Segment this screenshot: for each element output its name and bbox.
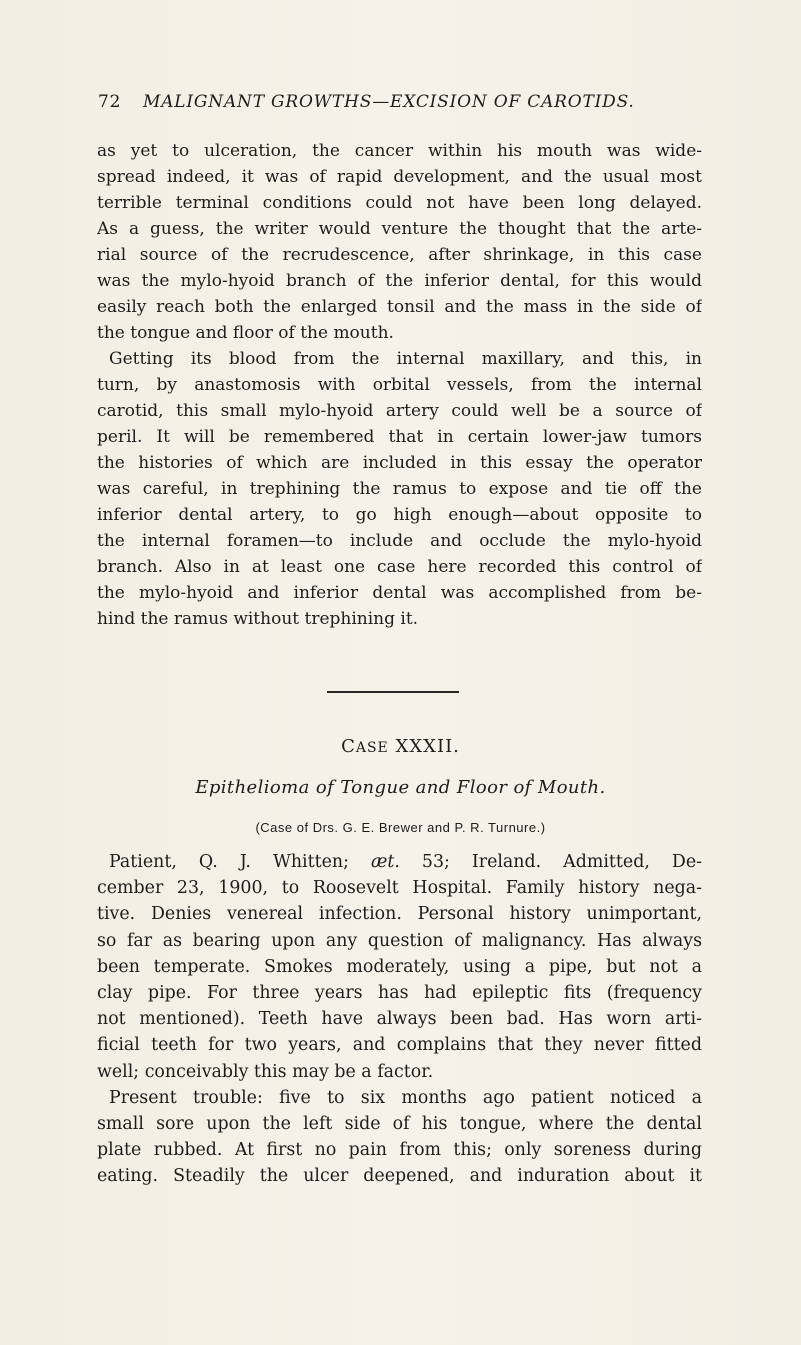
text-line: eating. Steadily the ulcer deepened, and induration about it [97, 1166, 702, 1187]
text-line: been temperate. Smokes moderately, using a pipe, but not a [97, 956, 702, 977]
text-line: the tongue and floor of the mouth. [97, 323, 394, 343]
body-text-section-2 [97, 849, 702, 1189]
case-subtitle: Epithelioma of Tongue and Floor of Mouth. [195, 777, 606, 798]
text-line: Getting its blood from the internal maxillary, and this, in [109, 349, 702, 369]
text-line: spread indeed, it was of rapid development, and the usual most [97, 167, 702, 187]
text-line: terrible terminal conditions could not have been long delayed. [97, 193, 702, 213]
text-line: well; conceivably this may be a factor. [97, 1061, 434, 1082]
text-line: the internal foramen—to include and occlude the mylo-hyoid [97, 531, 702, 551]
text-line: was the mylo-hyoid branch of the inferior dental, for this would [97, 271, 702, 291]
text-line: rial source of the recrudescence, after shrinkage, in this case [97, 245, 702, 265]
text-line: cember 23, 1900, to Roosevelt Hospital. Family history nega- [97, 878, 702, 899]
section-divider [327, 691, 459, 693]
text-line: ficial teeth for two years, and complains that they never fitted [97, 1035, 702, 1056]
text-line: tive. Denies venereal infection. Personal history unimportant, [97, 904, 702, 925]
case-heading-smallcaps: ASE [355, 740, 389, 756]
body-text-section-1 [97, 138, 702, 632]
text-line: peril. It will be remembered that in certain lower-jaw tumors [97, 427, 702, 447]
text-line [97, 849, 702, 875]
text-line: As a guess, the writer would venture the thought that the arte- [97, 219, 702, 239]
case-heading [0, 736, 801, 757]
text-line: clay pipe. For three years has had epileptic fits (frequency [97, 982, 702, 1003]
case-heading-number: XXXII. [395, 736, 460, 757]
text-line: easily reach both the enlarged tonsil and the mass in the side of [97, 297, 702, 317]
text-line: Present trouble: five to six months ago patient noticed a [109, 1087, 702, 1108]
text-line: small sore upon the left side of his tongue, where the dental [97, 1113, 702, 1134]
running-title: MALIGNANT GROWTHS—EXCISION OF CAROTIDS. [143, 92, 635, 112]
text-line: hind the ramus without trephining it. [97, 609, 419, 629]
text-line: as yet to ulceration, the cancer within his mouth was wide- [97, 141, 702, 161]
text-segment: 53; Ireland. Admitted, De- [399, 852, 702, 872]
text-line: carotid, this small mylo-hyoid artery could well be a source of [97, 401, 702, 421]
text-segment: Patient, Q. J. Whitten; [109, 852, 371, 872]
text-line: the histories of which are included in this essay the operator [97, 453, 702, 473]
text-line: was careful, in trephining the ramus to expose and tie off the [97, 479, 702, 499]
running-head [98, 92, 718, 118]
text-line: inferior dental artery, to go high enough—about opposite to [97, 505, 702, 525]
text-line: branch. Also in at least one case here recorded this control of [97, 557, 702, 577]
text-line: so far as bearing upon any question of malignancy. Has always [97, 930, 702, 951]
latin-abbreviation: æt. [370, 852, 400, 872]
text-line: the mylo-hyoid and inferior dental was accomplished from be- [97, 583, 702, 603]
text-line: plate rubbed. At first no pain from this; only soreness during [97, 1140, 702, 1161]
page-number: 72 [98, 92, 122, 112]
case-attribution: (Case of Drs. G. E. Brewer and P. R. Turnure.) [255, 820, 546, 835]
text-line: turn, by anastomosis with orbital vessels, from the internal [97, 375, 702, 395]
case-heading-initial: C [341, 736, 356, 757]
text-line: not mentioned). Teeth have always been bad. Has worn arti- [97, 1009, 702, 1030]
